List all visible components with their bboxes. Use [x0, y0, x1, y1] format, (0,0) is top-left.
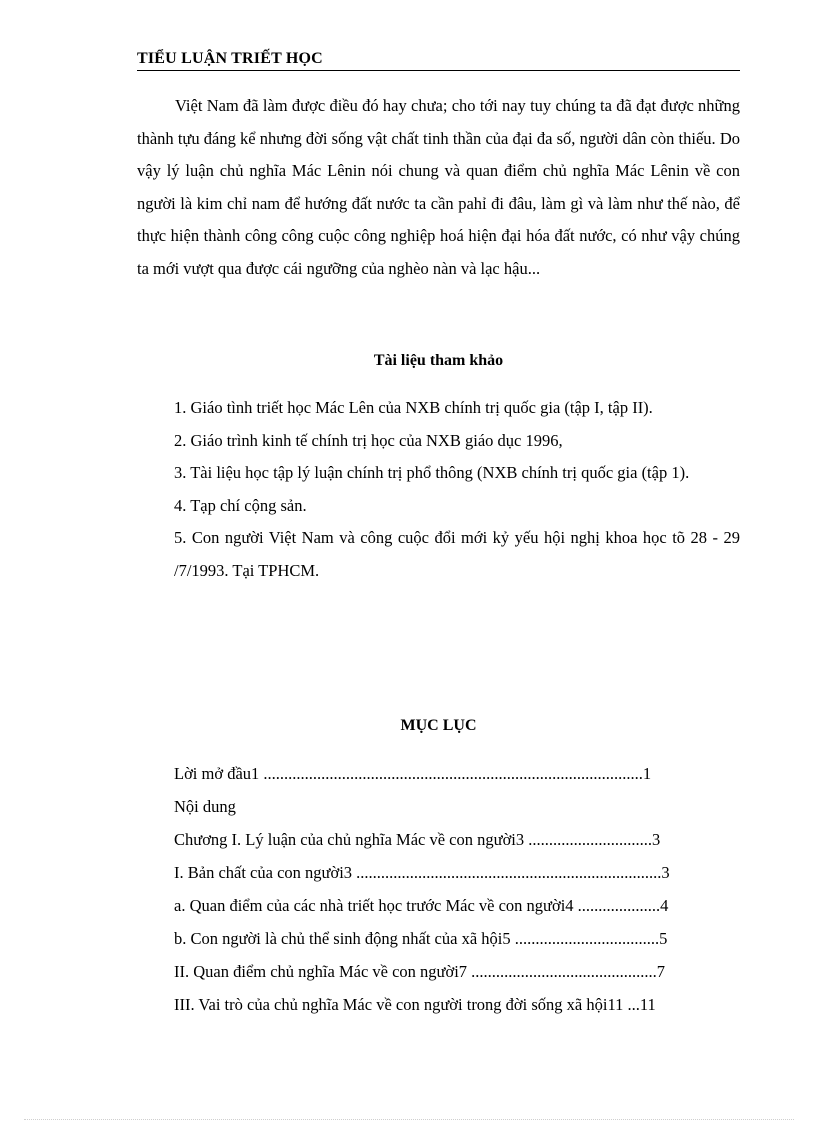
reference-item: 2. Giáo trình kinh tế chính trị học của NXB giáo dục 1996,: [174, 430, 563, 450]
toc-item: III. Vai trò của chủ nghĩa Mác về con người trong đời sống xã hội11 ...11: [174, 995, 656, 1014]
reference-item: 1. Giáo tình triết học Mác Lên của NXB chính trị quốc gia (tập I, tập II).: [174, 398, 653, 417]
toc-item: a. Quan điểm của các nhà triết học trước Mác về con người4 ....................4: [174, 896, 669, 915]
reference-item: 3. Tài liệu học tập lý luận chính trị phổ thông (NXB chính trị quốc gia (tập 1).: [174, 463, 690, 482]
references-list: [174, 392, 740, 587]
body-paragraph: Việt Nam đã làm được điều đó hay chưa; cho tới nay tuy chúng ta đã đạt được những thành tựu đáng kể nhưng đời sống vật chất tinh thần của đại đa số, người dân còn thiếu. Do vậy lý luận chủ nghĩa Mác Lênin nói chung và quan điểm chủ nghĩa Mác Lênin về con người là kim chỉ nam để hướng đất nước ta cần pahỉ đi đâu, làm gì và làm như thế nào, để thực hiện thành công công cuộc công nghiệp hoá hiện đại hóa đất nước, có như vậy chúng ta mới vượt qua được cái ngưỡng của nghèo nàn và lạc hậu...: [137, 96, 740, 278]
toc-item: Lời mở đầu1 ............................................................................................1: [174, 764, 652, 783]
references-title: Tài liệu tham khảo: [373, 352, 504, 369]
toc-item: I. Bản chất của con người3 ..........................................................................3: [174, 863, 670, 882]
toc-item: b. Con người là chủ thể sinh động nhất của xã hội5 ...................................5: [174, 929, 668, 948]
toc-item: Nội dung: [174, 797, 236, 816]
footer-divider: [24, 1119, 794, 1120]
toc-title: MỤC LỤC: [400, 717, 477, 734]
toc-list: [174, 757, 740, 1021]
page-header: TIỂU LUẬN TRIẾT HỌC: [137, 49, 740, 71]
toc-item: II. Quan điểm chủ nghĩa Mác về con người7 .............................................7: [174, 962, 666, 981]
reference-item: 4. Tạp chí cộng sản.: [174, 495, 307, 515]
toc-item: Chương I. Lý luận của chủ nghĩa Mác về con người3 ..............................3: [174, 830, 661, 849]
reference-item: 5. Con người Việt Nam và công cuộc đổi mới kỷ yếu hội nghị khoa học tõ 28 - 29 /7/1993. Tại TPHCM.: [174, 528, 740, 580]
